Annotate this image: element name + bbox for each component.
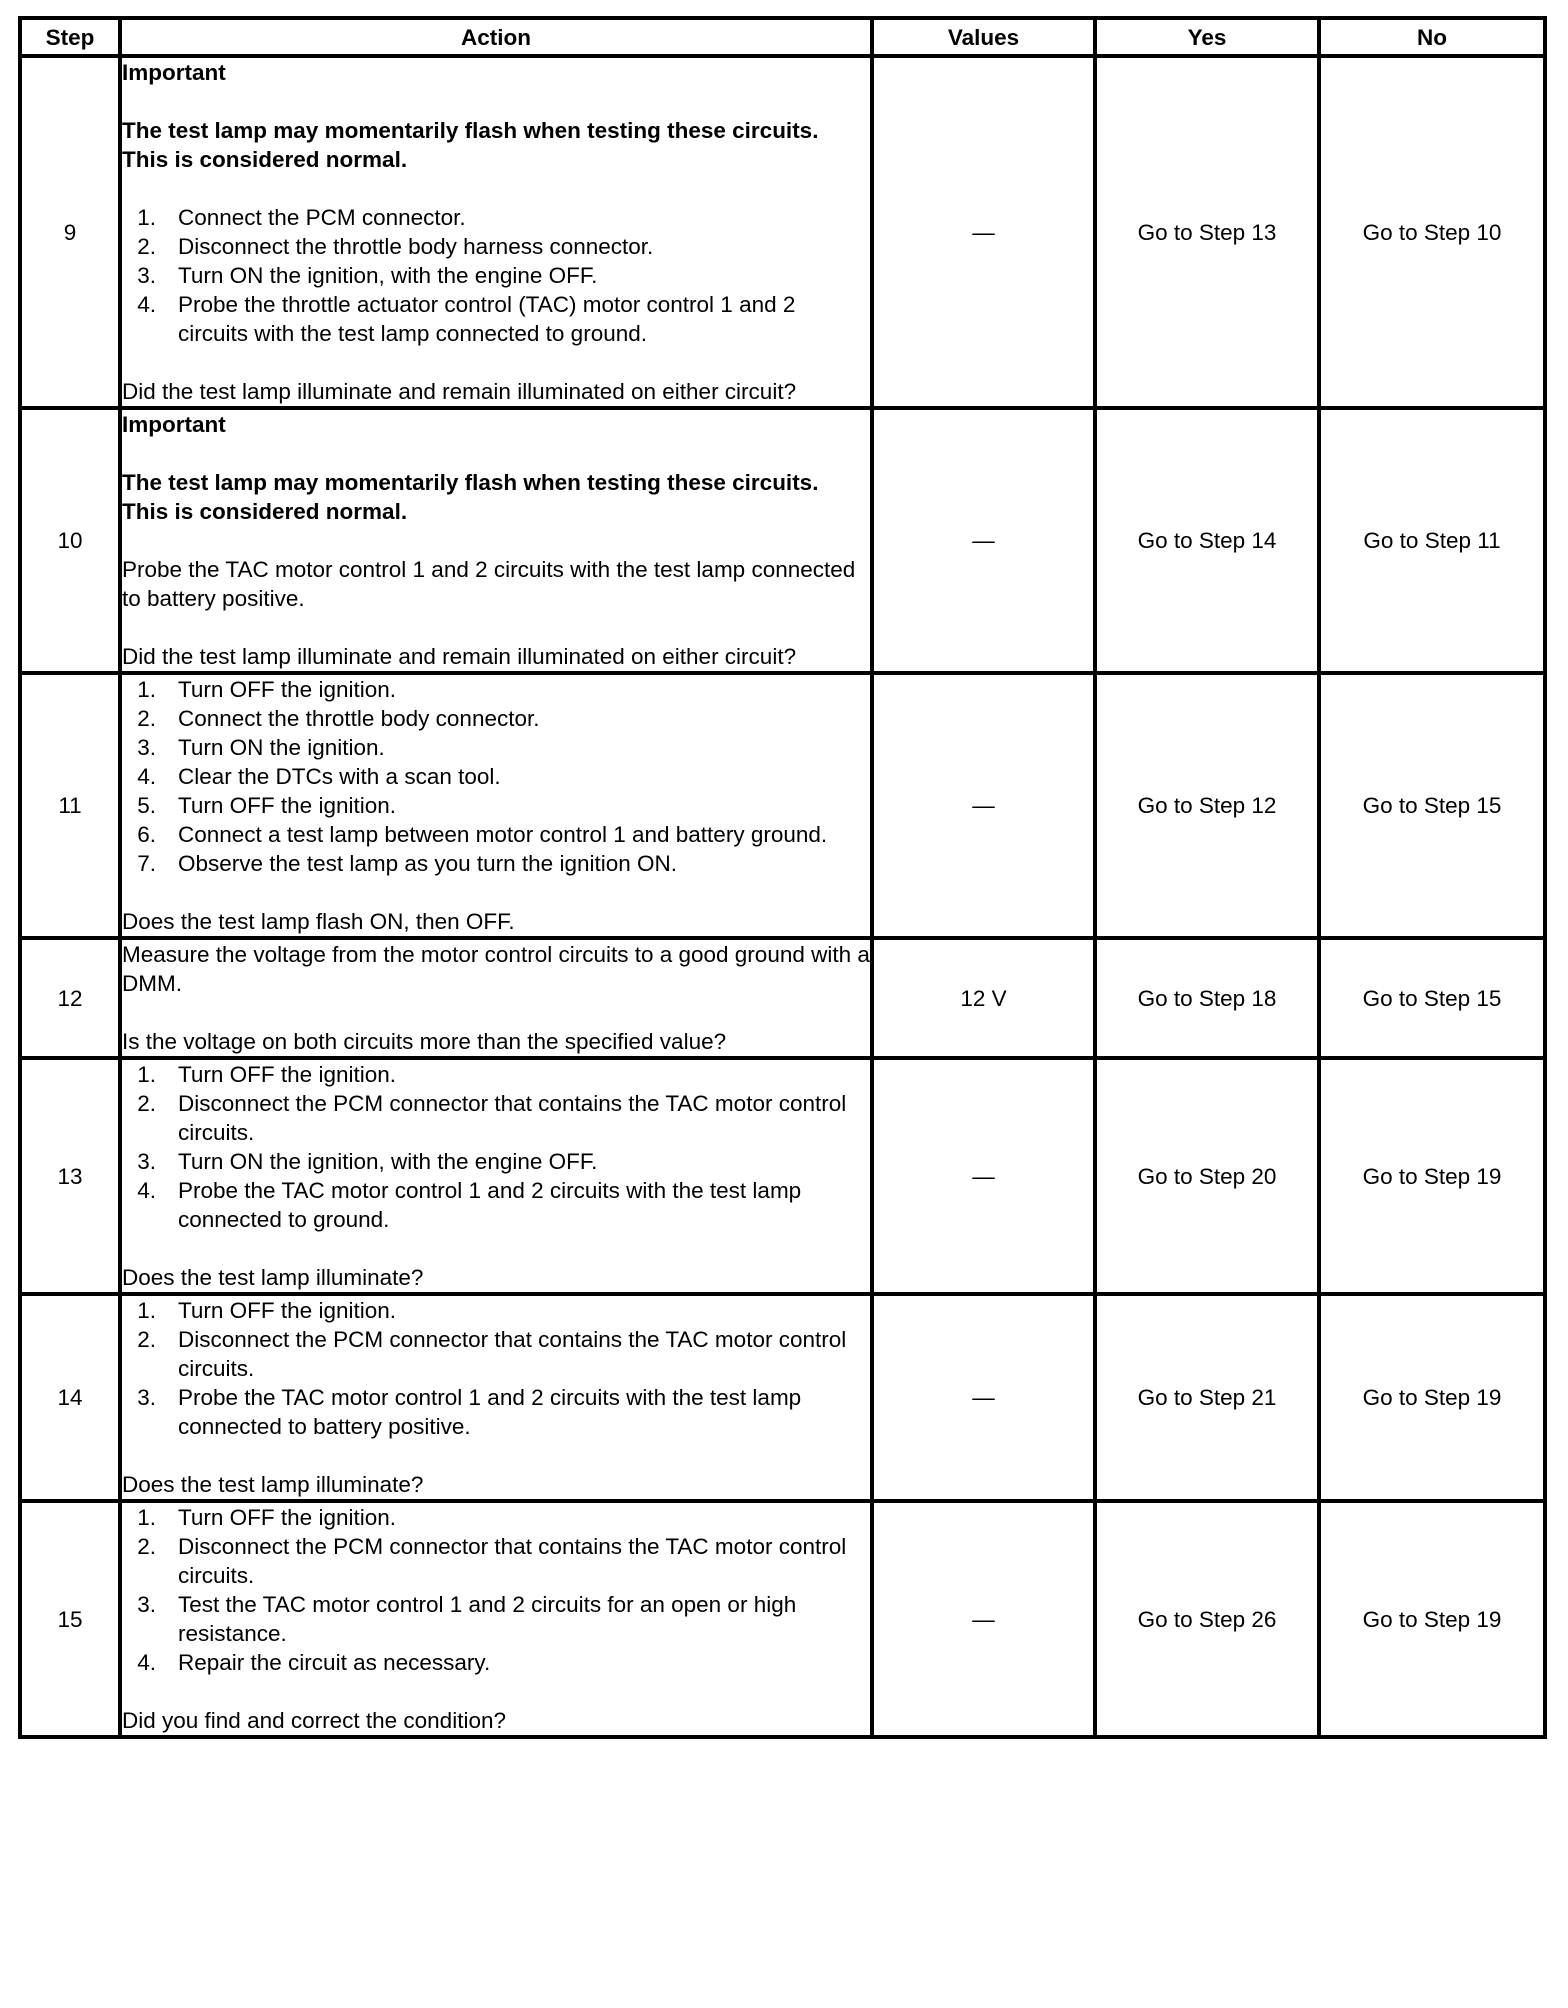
important-note: The test lamp may momentarily flash when testing these circuits. This is considered normal.	[122, 118, 819, 172]
values-cell: —	[872, 1501, 1095, 1737]
list-item	[122, 1532, 870, 1590]
step-number: 13	[20, 1058, 120, 1294]
list-item-number: 4.	[137, 292, 156, 317]
important-note: The test lamp may momentarily flash when testing these circuits. This is considered normal.	[122, 470, 819, 524]
list-item-number: 4.	[137, 764, 156, 789]
values-cell: 12 V	[872, 938, 1095, 1058]
list-item	[122, 762, 870, 791]
action-question: Does the test lamp illuminate?	[122, 1265, 424, 1290]
list-item	[122, 704, 870, 733]
list-item-number: 2.	[137, 1534, 156, 1559]
no-goto: Go to Step 19	[1319, 1501, 1545, 1737]
values-cell: —	[872, 56, 1095, 408]
list-item-text: Disconnect the PCM connector that contains the TAC motor control circuits.	[178, 1091, 847, 1145]
list-item-number: 2.	[137, 1327, 156, 1352]
list-item	[122, 290, 870, 348]
list-item-number: 3.	[137, 1592, 156, 1617]
yes-goto: Go to Step 12	[1095, 673, 1319, 938]
table-body	[20, 56, 1545, 1737]
action-question: Does the test lamp illuminate?	[122, 1472, 424, 1497]
yes-goto: Go to Step 13	[1095, 56, 1319, 408]
list-item	[122, 1503, 870, 1532]
list-item-text: Disconnect the PCM connector that contains the TAC motor control circuits.	[178, 1327, 847, 1381]
list-item-number: 5.	[137, 793, 156, 818]
list-item	[122, 232, 870, 261]
action-cell	[120, 1294, 872, 1501]
list-item	[122, 1089, 870, 1147]
list-item	[122, 1060, 870, 1089]
step-number: 10	[20, 408, 120, 673]
step-number: 14	[20, 1294, 120, 1501]
list-item	[122, 1176, 870, 1234]
diagnostic-table-wrapper	[18, 16, 1547, 1739]
table-row	[20, 56, 1545, 408]
list-item	[122, 1383, 870, 1441]
list-item	[122, 261, 870, 290]
list-item-text: Turn ON the ignition.	[178, 735, 385, 760]
list-item	[122, 1147, 870, 1176]
list-item-text: Probe the throttle actuator control (TAC) motor control 1 and 2 circuits with the test lamp connected to ground.	[178, 292, 796, 346]
no-goto: Go to Step 19	[1319, 1294, 1545, 1501]
procedure-list	[122, 1503, 870, 1677]
list-item-number: 4.	[137, 1178, 156, 1203]
values-cell: —	[872, 673, 1095, 938]
table-row	[20, 1058, 1545, 1294]
list-item-number: 1.	[137, 1505, 156, 1530]
table-row	[20, 1501, 1545, 1737]
list-item-text: Turn OFF the ignition.	[178, 1298, 397, 1323]
step-number: 12	[20, 938, 120, 1058]
header-values: Values	[872, 18, 1095, 56]
list-item-number: 3.	[137, 1385, 156, 1410]
step-number: 11	[20, 673, 120, 938]
no-goto: Go to Step 11	[1319, 408, 1545, 673]
action-question: Did you find and correct the condition?	[122, 1708, 506, 1733]
list-item	[122, 1590, 870, 1648]
header-step: Step	[20, 18, 120, 56]
yes-goto: Go to Step 20	[1095, 1058, 1319, 1294]
yes-goto: Go to Step 14	[1095, 408, 1319, 673]
list-item	[122, 820, 870, 849]
no-goto: Go to Step 10	[1319, 56, 1545, 408]
list-item-number: 2.	[137, 706, 156, 731]
list-item-text: Connect the PCM connector.	[178, 205, 466, 230]
important-label: Important	[122, 60, 226, 85]
step-number: 15	[20, 1501, 120, 1737]
list-item-text: Turn ON the ignition, with the engine OFF.	[178, 263, 598, 288]
procedure-list	[122, 1296, 870, 1441]
important-label: Important	[122, 412, 226, 437]
action-question: Is the voltage on both circuits more than the specified value?	[122, 1029, 727, 1054]
list-item-text: Turn ON the ignition, with the engine OFF.	[178, 1149, 598, 1174]
list-item	[122, 203, 870, 232]
list-item	[122, 1325, 870, 1383]
list-item-number: 1.	[137, 677, 156, 702]
action-question: Does the test lamp flash ON, then OFF.	[122, 909, 515, 934]
action-cell	[120, 1058, 872, 1294]
list-item-text: Test the TAC motor control 1 and 2 circuits for an open or high resistance.	[178, 1592, 797, 1646]
procedure-list	[122, 675, 870, 878]
list-item-number: 3.	[137, 263, 156, 288]
list-item-text: Turn OFF the ignition.	[178, 793, 397, 818]
action-cell	[120, 1501, 872, 1737]
no-goto: Go to Step 19	[1319, 1058, 1545, 1294]
list-item-number: 3.	[137, 1149, 156, 1174]
header-row	[20, 18, 1545, 56]
action-instruction: Measure the voltage from the motor control circuits to a good ground with a DMM.	[122, 942, 870, 996]
list-item	[122, 1296, 870, 1325]
list-item-text: Disconnect the PCM connector that contains the TAC motor control circuits.	[178, 1534, 847, 1588]
header-no: No	[1319, 18, 1545, 56]
list-item	[122, 675, 870, 704]
list-item-text: Turn OFF the ignition.	[178, 1505, 397, 1530]
list-item-number: 7.	[137, 851, 156, 876]
list-item	[122, 849, 870, 878]
action-question: Did the test lamp illuminate and remain illuminated on either circuit?	[122, 644, 797, 669]
list-item-number: 1.	[137, 205, 156, 230]
list-item-text: Clear the DTCs with a scan tool.	[178, 764, 501, 789]
step-number: 9	[20, 56, 120, 408]
list-item-text: Observe the test lamp as you turn the ignition ON.	[178, 851, 677, 876]
procedure-list	[122, 203, 870, 348]
list-item-text: Connect the throttle body connector.	[178, 706, 540, 731]
table-row	[20, 673, 1545, 938]
list-item-number: 2.	[137, 234, 156, 259]
list-item-text: Probe the TAC motor control 1 and 2 circuits with the test lamp connected to battery positive.	[178, 1385, 802, 1439]
values-cell: —	[872, 408, 1095, 673]
list-item-text: Probe the TAC motor control 1 and 2 circuits with the test lamp connected to ground.	[178, 1178, 802, 1232]
list-item-text: Connect a test lamp between motor control 1 and battery ground.	[178, 822, 828, 847]
values-cell: —	[872, 1294, 1095, 1501]
list-item-number: 1.	[137, 1298, 156, 1323]
action-cell	[120, 408, 872, 673]
yes-goto: Go to Step 21	[1095, 1294, 1319, 1501]
header-yes: Yes	[1095, 18, 1319, 56]
no-goto: Go to Step 15	[1319, 673, 1545, 938]
table-row	[20, 1294, 1545, 1501]
table-row	[20, 408, 1545, 673]
list-item-number: 3.	[137, 735, 156, 760]
header-action: Action	[120, 18, 872, 56]
yes-goto: Go to Step 26	[1095, 1501, 1319, 1737]
action-question: Did the test lamp illuminate and remain illuminated on either circuit?	[122, 379, 797, 404]
list-item	[122, 733, 870, 762]
list-item-number: 6.	[137, 822, 156, 847]
action-instruction: Probe the TAC motor control 1 and 2 circuits with the test lamp connected to battery positive.	[122, 557, 856, 611]
list-item-number: 2.	[137, 1091, 156, 1116]
table-row	[20, 938, 1545, 1058]
list-item-number: 4.	[137, 1650, 156, 1675]
list-item-text: Turn OFF the ignition.	[178, 677, 397, 702]
list-item	[122, 791, 870, 820]
action-cell	[120, 56, 872, 408]
action-cell	[120, 673, 872, 938]
values-cell: —	[872, 1058, 1095, 1294]
procedure-list	[122, 1060, 870, 1234]
diagnostic-table	[18, 16, 1547, 1739]
list-item-text: Repair the circuit as necessary.	[178, 1650, 491, 1675]
no-goto: Go to Step 15	[1319, 938, 1545, 1058]
action-cell	[120, 938, 872, 1058]
yes-goto: Go to Step 18	[1095, 938, 1319, 1058]
list-item-text: Disconnect the throttle body harness connector.	[178, 234, 654, 259]
list-item-number: 1.	[137, 1062, 156, 1087]
list-item-text: Turn OFF the ignition.	[178, 1062, 397, 1087]
list-item	[122, 1648, 870, 1677]
